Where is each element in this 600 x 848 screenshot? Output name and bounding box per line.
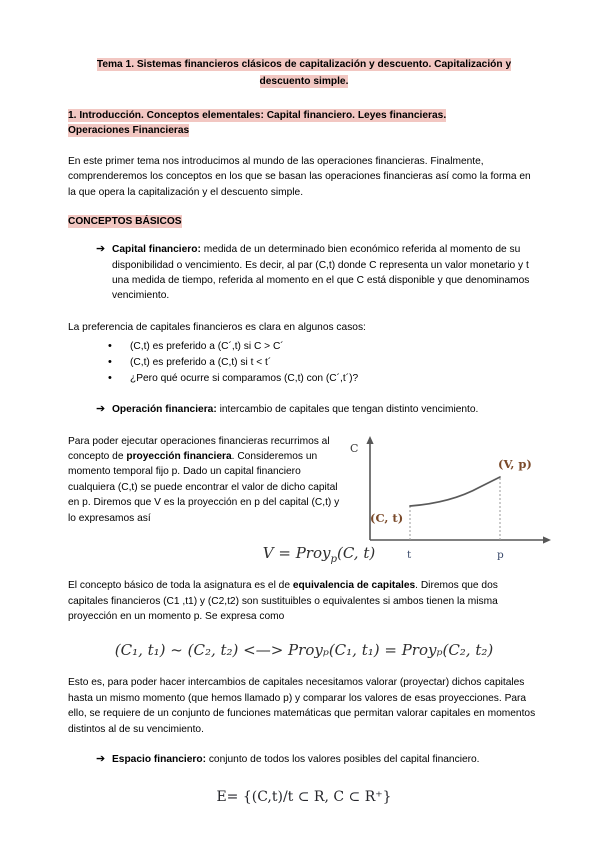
espacio-financiero-definition: conjunto de todos los valores posibles del capital financiero. [205, 753, 480, 765]
intercambios-paragraph: Esto es, para poder hacer intercambios de capitales necesitamos valorar (proyectar) dichos capitales hasta un mismo momento (que hemos llamado p) y comparar los valores de esas proyecciones. Para ello, se requiere de un conjunto de funciones matemáticas que permitan valorar capitales en momentos distintos al de su vencimiento. [68, 677, 536, 735]
equivalencia-text-post: . Diremos que dos capitales financieros (C1 ,t1) y (C2,t2) son sustituibles o equivalentes si ambos tienen la misma proyección en un momento p. Se expresa como [68, 580, 498, 622]
y-axis-arrowhead [366, 436, 373, 444]
formula-proyeccion-head: V = Proy [262, 544, 331, 563]
x-tick-label-t: t [407, 548, 412, 561]
document-title [68, 56, 540, 90]
capital-financiero-text [112, 242, 540, 304]
document-title-line-1: Tema 1. Sistemas financieros clásicos de capitalización y descuento. Capitalización y [96, 59, 512, 70]
preferencia-list [68, 339, 540, 387]
capital-financiero-term: Capital financiero: [112, 244, 201, 256]
point-label-proyeccion: (V, p) [498, 456, 532, 471]
proyeccion-term: proyección financiera [126, 451, 232, 463]
arrow-icon: ➔ [96, 243, 106, 256]
x-axis-arrowhead [543, 536, 551, 543]
conceptos-basicos-heading [68, 216, 540, 227]
formula-equivalencia: (C₁, t₁) ~ (C₂, t₂) <—> Proyₚ(C₁, t₁) = Proyₚ(C₂, t₂) [114, 641, 494, 660]
financial-projection-chart [348, 430, 563, 565]
formula-proyeccion-subscript: p [330, 554, 338, 566]
arrow-icon: ➔ [96, 752, 106, 765]
list-item: • (C,t) es preferido a (C´,t) si C > C´ [108, 339, 540, 355]
proyeccion-paragraph [68, 434, 348, 526]
formula-espacio-financiero: E= {(C,t)/t ⊂ R, C ⊂ R⁺} [216, 789, 392, 806]
equivalencia-term: equivalencia de capitales [292, 580, 416, 592]
espacio-financiero-term: Espacio financiero: [112, 753, 206, 765]
operacion-financiera-definition: intercambio de capitales que tengan distinto vencimiento. [216, 404, 479, 416]
bullet-capital-financiero [68, 242, 540, 304]
bullet-espacio-financiero [68, 752, 540, 767]
equivalencia-paragraph [68, 578, 540, 624]
espacio-financiero-text [112, 752, 540, 767]
arrow-icon: ➔ [96, 403, 106, 416]
formula-proyeccion-tail: (C, t) [337, 544, 376, 563]
section-heading-1-line-2: Operaciones Financieras [68, 125, 190, 136]
intro-paragraph: En este primer tema nos introducimos al mundo de las operaciones financieras. Finalmente, comprenderemos los conceptos en los que se basan las operaciones financieras así como la forma en la que opera la capitalización y el descuento simple. [68, 156, 531, 198]
document-title-line-2: descuento simple. [259, 76, 349, 87]
proyeccion-text-pre: Para poder ejecutar operaciones financieras recurrimos al concepto de [68, 435, 330, 463]
chart-svg [348, 430, 563, 565]
list-item: • ¿Pero qué ocurre si comparamos (C,t) con (C´,t´)? [108, 371, 540, 387]
projection-curve [410, 477, 500, 506]
conceptos-basicos-label: CONCEPTOS BÁSICOS [68, 216, 182, 228]
equivalencia-text-pre: El concepto básico de toda la asignatura es el de [68, 580, 293, 592]
y-axis-label: C [350, 441, 359, 455]
list-item: • (C,t) es preferido a (C,t) si t < t´ [108, 355, 540, 371]
bullet-operacion-financiera [68, 402, 540, 417]
operacion-financiera-term: Operación financiera: [112, 404, 217, 416]
section-heading-1-line-1: 1. Introducción. Conceptos elementales: Capital financiero. Leyes financieras. [68, 110, 447, 121]
proyeccion-text-post: . Consideremos un momento temporal fijo p. Dado un capital financiero cualquiera (C,t) se puede encontrar el valor de dicho capital en p. Diremos que V es la proyección en p del capital (C,t) y lo expresamos así [68, 451, 340, 524]
x-tick-label-p: p [497, 548, 504, 561]
section-heading-1 [68, 108, 540, 138]
point-label-capital: (C, t) [370, 510, 404, 525]
operacion-financiera-text [112, 402, 540, 417]
capital-financiero-definition: medida de un determinado bien económico referida al momento de su disponibilidad o vencimiento. Es decir, al par (C,t) donde C representa un valor monetario y t una medida de tiempo, referida al momento en el que C está disponible y que denominamos vencimiento. [112, 244, 530, 302]
preferencia-intro: La preferencia de capitales financieros es clara en algunos casos: [68, 321, 366, 333]
